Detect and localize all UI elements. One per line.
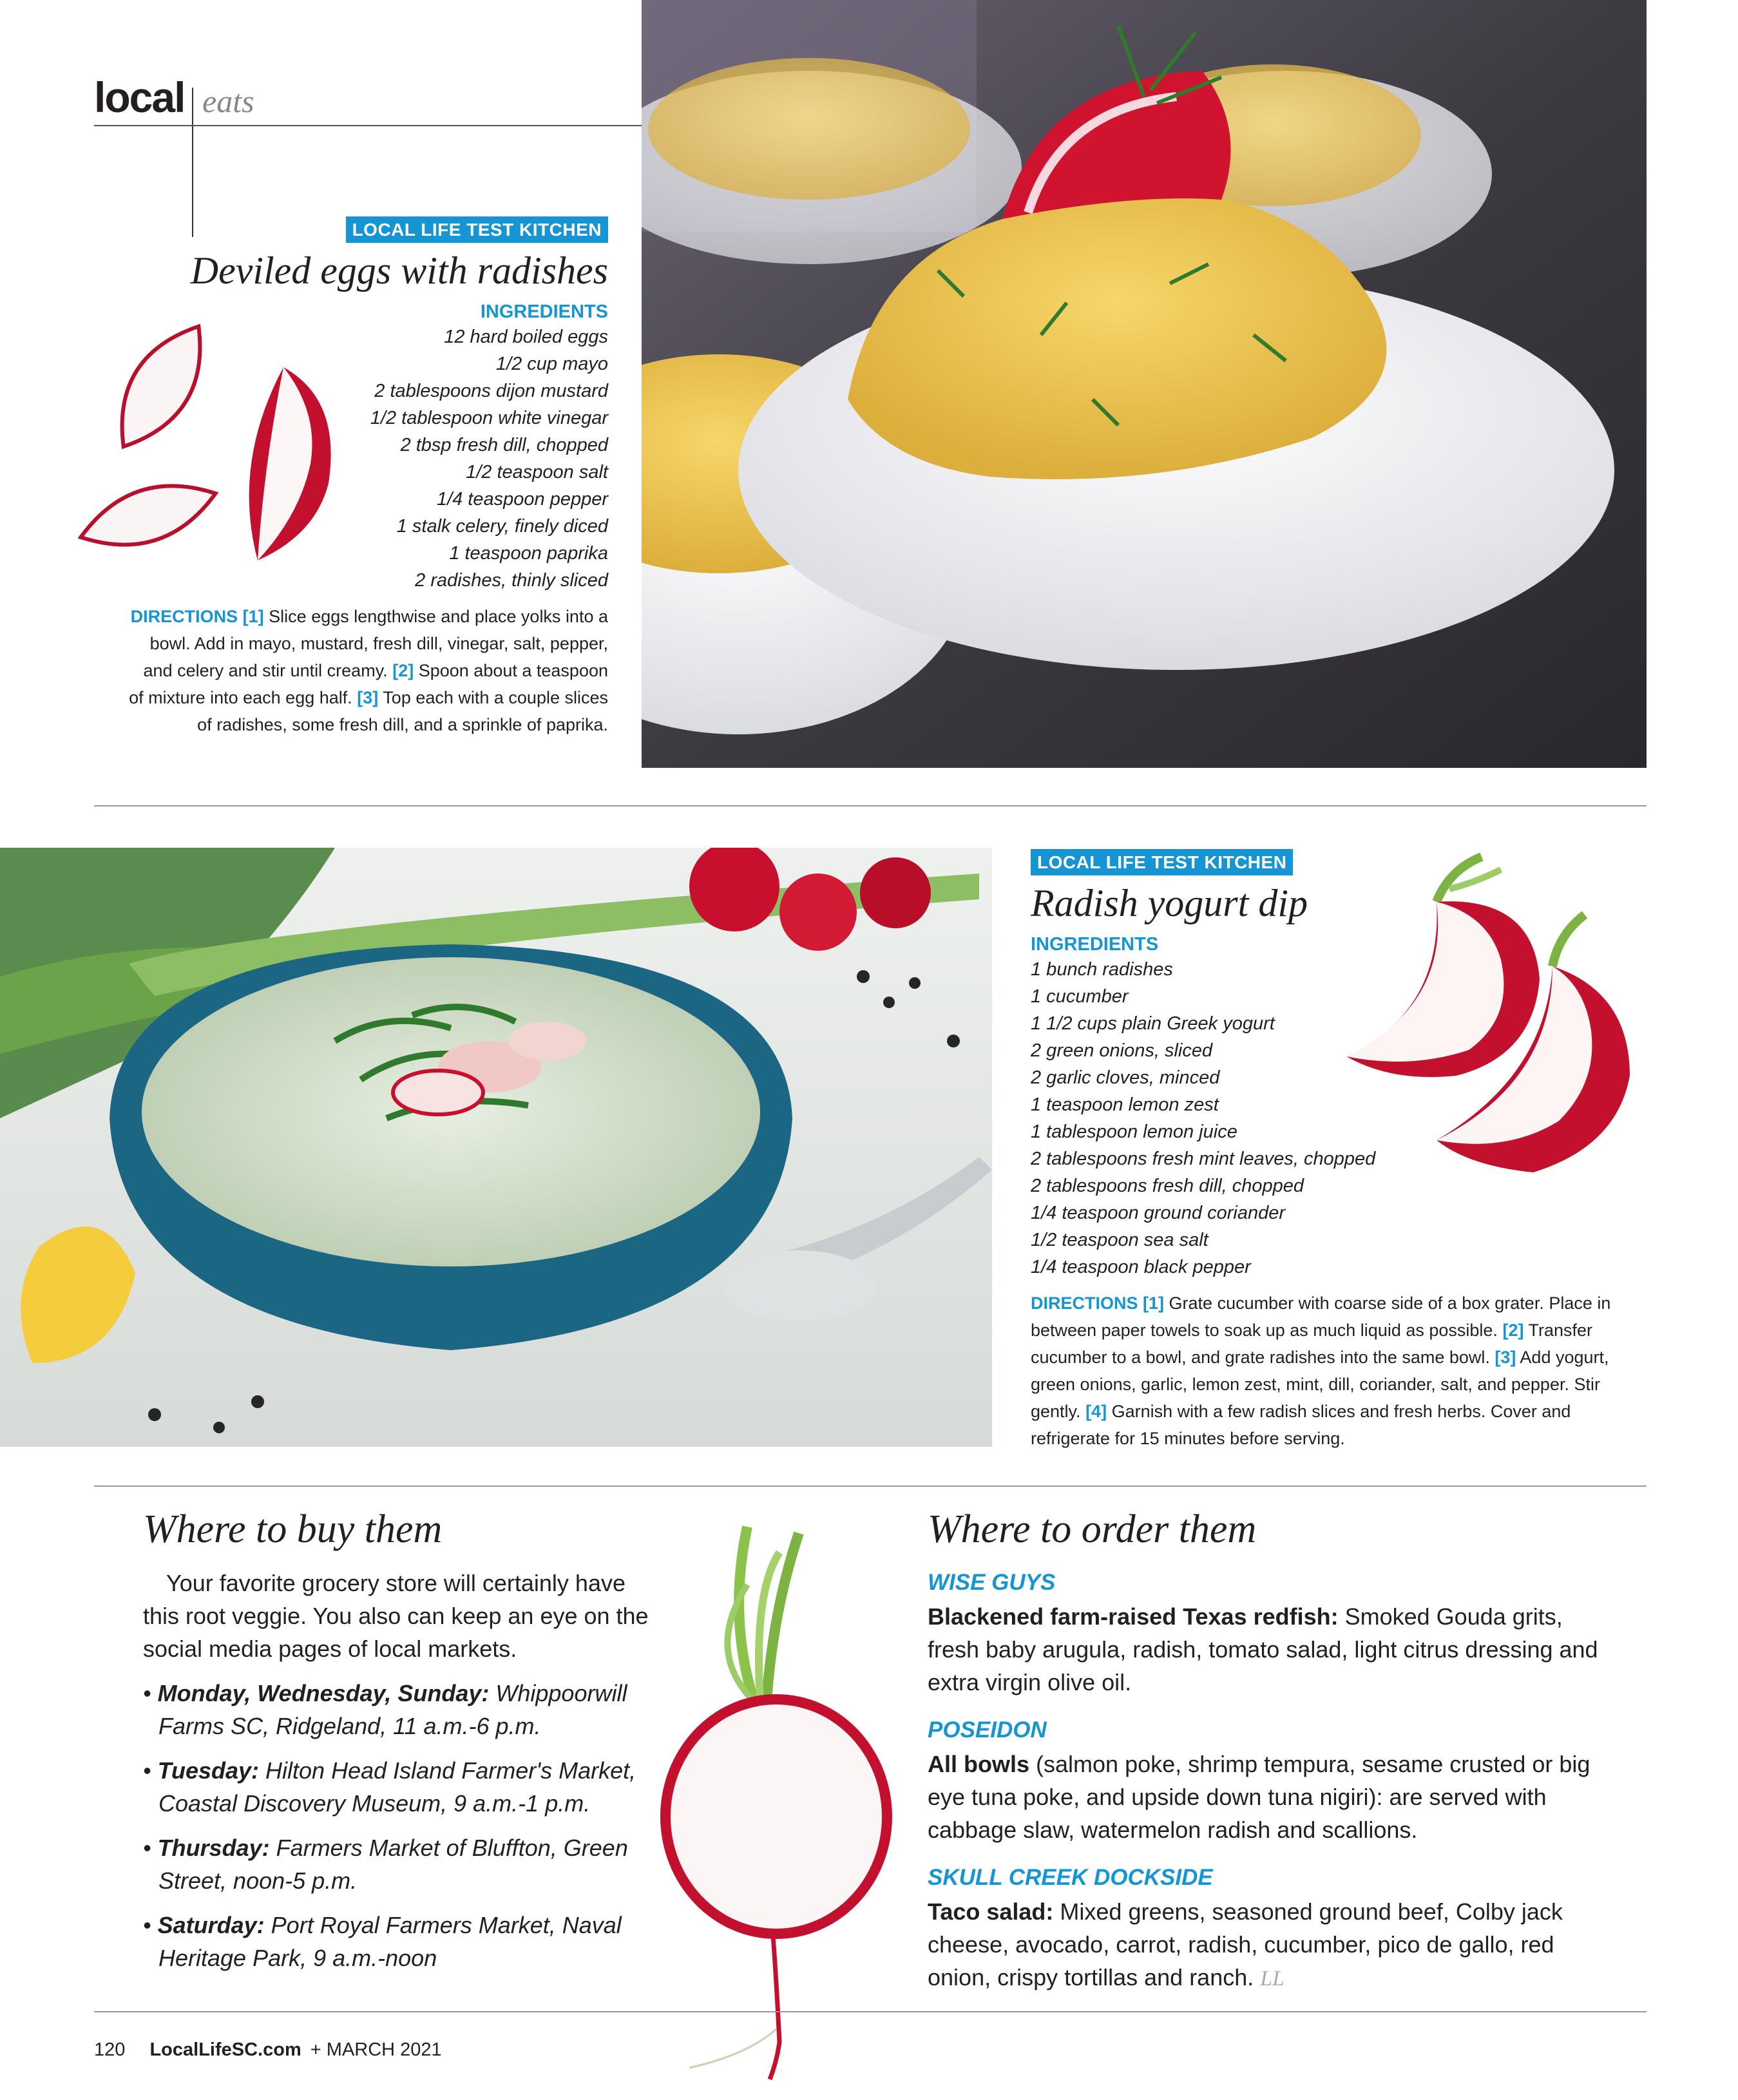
- dish-name: Blackened farm-raised Texas redfish:: [928, 1603, 1339, 1630]
- page-footer: [94, 2041, 442, 2059]
- whole-radish-art: [651, 1514, 902, 2081]
- footer-rule: [94, 2011, 1647, 2012]
- venue-dish: [928, 1600, 1610, 1699]
- ingredient-item: 2 green onions, sliced: [1031, 1040, 1213, 1061]
- market-info: Whippoorwill Farms SC, Ridgeland, 11 a.m.-6 p.m.: [158, 1680, 627, 1740]
- page-header: [94, 73, 642, 166]
- market-info: Port Royal Farmers Market, Naval Heritage Park, 9 a.m.-noon: [158, 1912, 622, 1972]
- market-item: • Saturday: Port Royal Farmers Market, Naval Heritage Park, 9 a.m.-noon: [143, 1912, 622, 1972]
- step-number: [3]: [1494, 1347, 1516, 1367]
- ingredient-item: 1 cucumber: [1031, 986, 1129, 1007]
- radish-quarters-art: [1340, 850, 1649, 1185]
- step-text: Garnish with a few radish slices and fresh herbs. Cover and refrigerate for 15 minutes before serving.: [1031, 1401, 1571, 1448]
- market-item: • Monday, Wednesday, Sunday: Whippoorwill Farms SC, Ridgeland, 11 a.m.-6 p.m.: [143, 1680, 627, 1740]
- directions: [129, 603, 608, 738]
- ingredient-item: 1 bunch radishes: [1031, 959, 1173, 980]
- recipe-title: Deviled eggs with radishes: [190, 249, 608, 292]
- step-text: Spoon about a teaspoon of mixture into each egg half.: [129, 660, 608, 707]
- step-number: [1]: [1143, 1293, 1165, 1313]
- market-item: • Tuesday: Hilton Head Island Farmer's Market, Coastal Discovery Museum, 9 a.m.-1 p.m.: [143, 1757, 636, 1817]
- market-days: Thursday:: [157, 1835, 270, 1862]
- where-to-order: [928, 1507, 1610, 1994]
- page-number: 120: [94, 2039, 126, 2060]
- ingredient-item: 1/2 teaspoon sea salt: [1031, 1229, 1208, 1250]
- market-info: Hilton Head Island Farmer's Market, Coastal Discovery Museum, 9 a.m.-1 p.m.: [158, 1757, 636, 1817]
- ingredient-item: 1 teaspoon lemon zest: [1031, 1094, 1219, 1115]
- ingredients-heading: INGREDIENTS: [1031, 934, 1159, 955]
- step-text: Add yogurt, green onions, garlic, lemon zest, mint, dill, coriander, salt, and pepper. Stir gently.: [1031, 1347, 1609, 1421]
- where-to-buy: [143, 1507, 658, 1986]
- section-divider: [94, 1485, 1647, 1487]
- step-text: Grate cucumber with coarse side of a box grater. Place in between paper towels to soak up as much liquid as possible.: [1031, 1293, 1611, 1340]
- dish-desc: (salmon poke, shrimp tempura, sesame crusted or big eye tuna poke, and upside down tuna nigiri): are served with cabbage slaw, watermelon radish and scallions.: [928, 1751, 1590, 1844]
- ingredient-item: 12 hard boiled eggs: [444, 326, 608, 347]
- ingredient-item: 1 teaspoon paprika: [449, 542, 608, 564]
- venue-dish: [928, 1895, 1610, 1994]
- header-rule: [94, 125, 642, 126]
- section-title: Where to order them: [928, 1507, 1257, 1551]
- ingredient-item: 2 tablespoons fresh mint leaves, chopped: [1031, 1148, 1376, 1169]
- recipe-title: Radish yogurt dip: [1031, 882, 1308, 924]
- step-text: Transfer cucumber to a bowl, and grate radishes into the same bowl.: [1031, 1320, 1592, 1367]
- ingredient-item: 2 tbsp fresh dill, chopped: [400, 434, 608, 455]
- dish-name: All bowls: [928, 1751, 1030, 1778]
- ingredient-item: 1 tablespoon lemon juice: [1031, 1121, 1237, 1142]
- directions: [1031, 1290, 1623, 1452]
- step-number: [3]: [357, 687, 379, 707]
- recipe-kicker: LOCAL LIFE TEST KITCHEN: [1031, 849, 1293, 875]
- ingredient-item: 1/4 teaspoon ground coriander: [1031, 1202, 1286, 1223]
- dish-desc: Smoked Gouda grits, fresh baby arugula, radish, tomato salad, light citrus dressing and extra virgin olive oil.: [928, 1603, 1598, 1696]
- dish-desc: Mixed greens, seasoned ground beef, Colby jack cheese, avocado, carrot, radish, cucumber, pico de gallo, red onion, crispy tortillas and ranch.: [928, 1898, 1563, 1991]
- site-link[interactable]: LocalLifeSC.com: [149, 2039, 301, 2060]
- ingredient-item: 1/2 teaspoon salt: [466, 461, 608, 482]
- market-days: Monday, Wednesday, Sunday:: [157, 1680, 490, 1707]
- header-divider: [192, 88, 193, 237]
- step-number: [4]: [1085, 1401, 1107, 1421]
- ingredient-item: 1/4 teaspoon pepper: [436, 488, 608, 510]
- ingredient-item: 2 garlic cloves, minced: [1031, 1067, 1220, 1088]
- ingredient-item: 1 stalk celery, finely diced: [396, 515, 608, 537]
- venue-dish: [928, 1748, 1610, 1846]
- step-number: [1]: [242, 606, 264, 626]
- market-info: Farmers Market of Bluffton, Green Street, noon-5 p.m.: [158, 1835, 628, 1895]
- venue-name: SKULL CREEK DOCKSIDE: [928, 1865, 1213, 1891]
- ingredient-item: 1/2 cup mayo: [495, 353, 608, 374]
- step-text: Slice eggs lengthwise and place yolks into a bowl. Add in mayo, mustard, fresh dill, vinegar, salt, pepper, and celery and stir until creamy.: [143, 606, 608, 680]
- market-list: [143, 1677, 658, 1974]
- market-item: • Thursday: Farmers Market of Bluffton, Green Street, noon-5 p.m.: [143, 1835, 628, 1895]
- buy-intro: Your favorite grocery store will certainly have this root veggie. You also can keep an eye on the social media pages of local markets.: [143, 1570, 649, 1663]
- section-name: eats: [202, 83, 254, 119]
- end-mark: LL: [1260, 1967, 1285, 1991]
- step-number: [2]: [392, 660, 414, 680]
- ingredient-item: 2 radishes, thinly sliced: [415, 569, 608, 591]
- brand-logo: local: [94, 73, 185, 121]
- market-days: Tuesday:: [157, 1757, 260, 1784]
- venue-name: POSEIDON: [928, 1717, 1047, 1743]
- section-divider: [94, 805, 1647, 807]
- ingredient-item: 2 tablespoons dijon mustard: [374, 380, 608, 401]
- directions-label: DIRECTIONS: [1031, 1293, 1138, 1313]
- ingredient-item: 2 tablespoons fresh dill, chopped: [1031, 1175, 1304, 1196]
- ingredient-item: 1/2 tablespoon white vinegar: [370, 407, 608, 428]
- dish-name: Taco salad:: [928, 1898, 1054, 1925]
- section-title: Where to buy them: [143, 1507, 443, 1551]
- deviled-eggs-photo: [642, 0, 1647, 768]
- step-number: [2]: [1502, 1320, 1524, 1340]
- issue-date: + MARCH 2021: [310, 2039, 442, 2060]
- recipe-kicker: LOCAL LIFE TEST KITCHEN: [346, 216, 608, 243]
- market-days: Saturday:: [157, 1912, 265, 1939]
- ingredient-item: 1 1/2 cups plain Greek yogurt: [1031, 1013, 1275, 1034]
- ingredients-heading: INGREDIENTS: [480, 301, 608, 322]
- venue-name: WISE GUYS: [928, 1570, 1056, 1596]
- yogurt-dip-photo: [0, 848, 992, 1447]
- directions-label: DIRECTIONS: [130, 606, 238, 626]
- radish-wedges-art: [71, 303, 354, 586]
- ingredient-item: 1/4 teaspoon black pepper: [1031, 1256, 1251, 1277]
- step-text: Top each with a couple slices of radishes, some fresh dill, and a sprinkle of paprika.: [197, 687, 608, 734]
